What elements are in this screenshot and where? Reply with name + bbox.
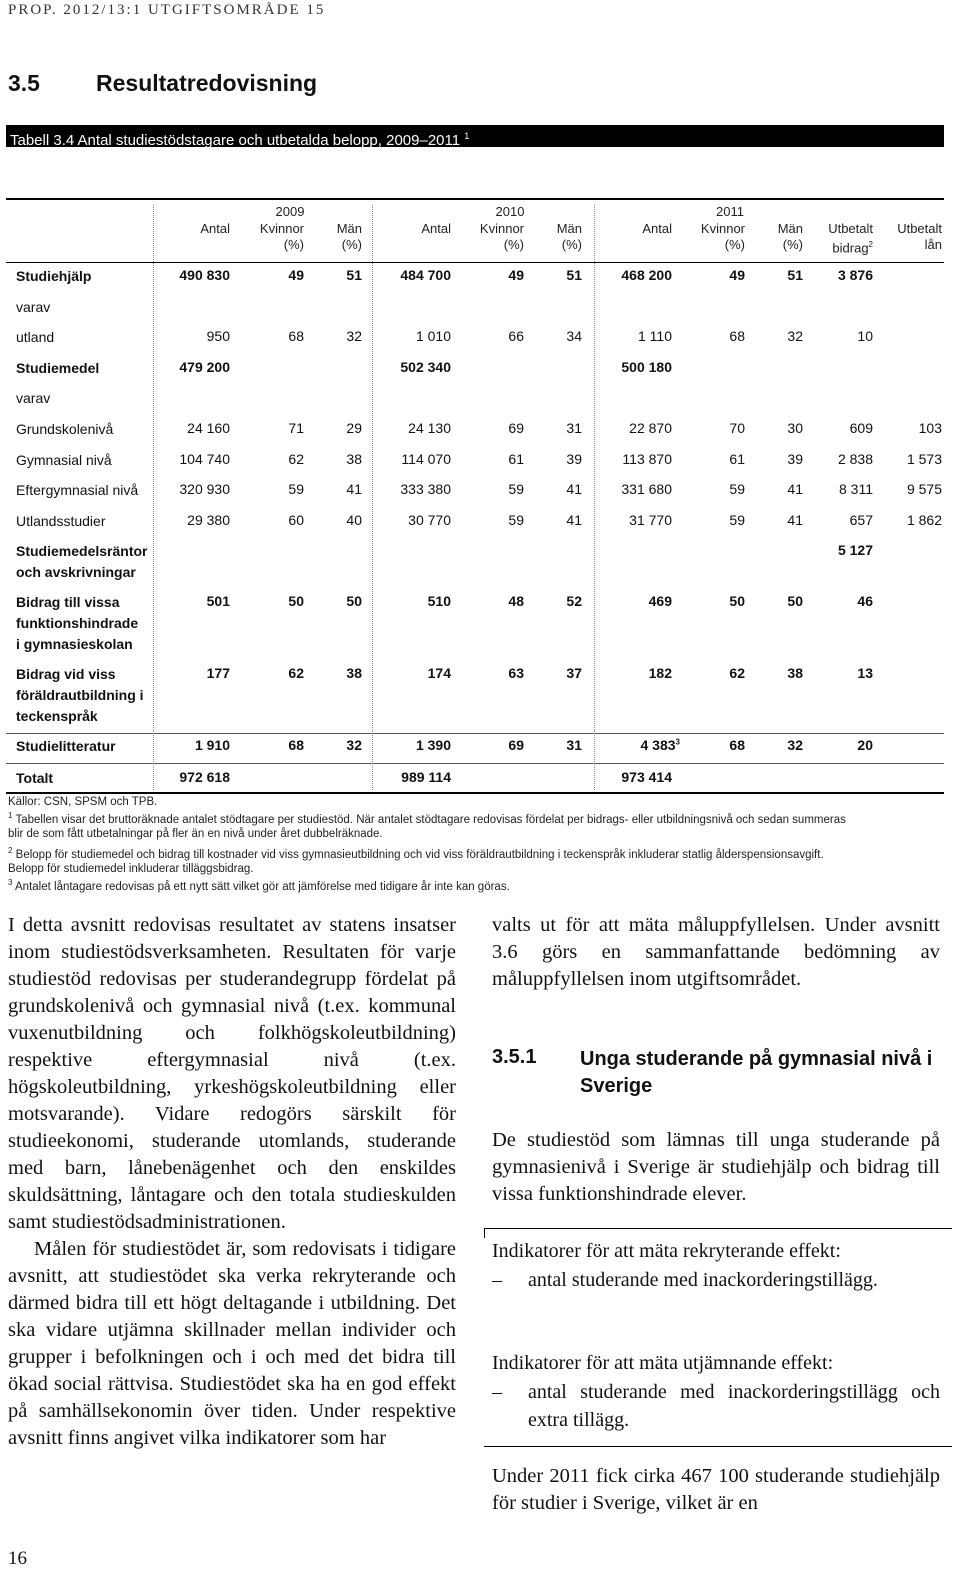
table-cell: 46 <box>857 593 873 609</box>
table-cell: 510 <box>427 593 451 609</box>
table-cell: 468 200 <box>621 267 672 283</box>
table-cell: 989 114 <box>401 769 451 785</box>
table-cell: 32 <box>346 737 362 753</box>
cell-footnote-mark: 3 <box>675 737 680 747</box>
table-caption-footnote-mark: 1 <box>464 131 470 141</box>
footnote-2-mark: 2 <box>8 845 13 855</box>
table-source-note: Källor: CSN, SPSM och TPB. <box>8 796 158 808</box>
table-cell: 484 700 <box>400 267 451 283</box>
table-cell: 22 870 <box>629 420 672 436</box>
table-cell: 51 <box>346 267 362 283</box>
table-cell: 38 <box>346 665 362 681</box>
table-cell: 13 <box>857 665 873 681</box>
table-cell: 174 <box>427 665 451 681</box>
table-cell: 1 862 <box>906 512 942 528</box>
table-cell: 48 <box>508 593 524 609</box>
table-cell: 69 <box>508 737 524 753</box>
man-pct-header: (%) <box>561 237 582 252</box>
row-label: varav <box>16 390 51 406</box>
header-bottom-rule <box>6 262 944 263</box>
row-label: Totalt <box>16 770 54 786</box>
indicator-box-bottom-rule <box>484 1446 952 1447</box>
table-cell: 68 <box>288 737 304 753</box>
bidrag-header <box>793 237 873 256</box>
column-separator <box>153 205 154 790</box>
table-cell: 1 390 <box>415 737 451 753</box>
table-cell: 24 160 <box>187 420 230 436</box>
table-footnote-2-cont: Belopp för studiemedel inkluderar tilläggsbidrag. <box>8 862 254 875</box>
table-cell: 502 340 <box>400 359 451 375</box>
row-label: Studiehjälp <box>16 268 92 284</box>
table-cell: 68 <box>729 737 745 753</box>
indicator-heading-2: Indikatorer för att mäta utjämnande effekt: <box>492 1352 834 1374</box>
table-cell: 31 770 <box>629 512 672 528</box>
table-cell: 50 <box>729 593 745 609</box>
table-cell: 51 <box>566 267 582 283</box>
table-cell: 657 <box>849 512 873 528</box>
table-notes <box>8 795 846 893</box>
table-cell: 3 876 <box>837 267 873 283</box>
column-separator <box>594 205 595 790</box>
bidrag-footnote-mark: 2 <box>868 240 873 249</box>
table-cell: 41 <box>566 481 582 497</box>
subsection-title: Unga studerande på gymnasial nivå i Sverige <box>580 1048 933 1097</box>
antal-header: Antal <box>421 221 451 236</box>
year-header: 2011 <box>716 204 744 219</box>
table-cell: 950 <box>206 328 230 344</box>
row-label: utland <box>16 329 55 345</box>
footnote-1-mark: 1 <box>8 811 13 820</box>
table-cell: 61 <box>729 451 745 467</box>
table-cell: 490 830 <box>179 267 230 283</box>
table-cell: 1 910 <box>194 737 230 753</box>
subsection-number: 3.5.1 <box>492 1046 537 1068</box>
table-cell: 31 <box>566 737 582 753</box>
table-cell: 973 414 <box>621 769 672 785</box>
table-cell: 52 <box>566 593 582 609</box>
table-cell: 41 <box>787 512 803 528</box>
table-cell: 68 <box>729 328 745 344</box>
table-cell: 331 680 <box>621 481 672 497</box>
table-cell: 320 930 <box>179 481 230 497</box>
man-header: Män <box>777 221 803 236</box>
table-cell: 20 <box>857 737 873 753</box>
table-cell: 59 <box>729 481 745 497</box>
indicator-item-2 <box>492 1378 940 1434</box>
table-footnote-3 <box>8 876 846 894</box>
table-cell: 1 573 <box>906 451 942 467</box>
table-cell: 5 127 <box>837 542 873 558</box>
table-bottom-rule <box>6 792 944 794</box>
table-cell: 500 180 <box>621 359 672 375</box>
table-cell: 8 311 <box>839 481 873 497</box>
row-label: varav <box>16 299 51 315</box>
table-cell: 39 <box>787 451 803 467</box>
table-cell: 177 <box>206 665 230 681</box>
table-cell: 60 <box>288 512 304 528</box>
table-cell: 10 <box>857 328 873 344</box>
indicator-heading-1: Indikatorer för att mäta rekryterande effekt: <box>492 1240 841 1262</box>
table-cell: 70 <box>729 420 745 436</box>
indicator-box-top-rule <box>484 1228 952 1229</box>
utbetalt-lan-header: Utbetalt <box>897 221 942 236</box>
table-cell: 41 <box>566 512 582 528</box>
table-cell: 59 <box>508 481 524 497</box>
table-cell: 34 <box>566 328 582 344</box>
indicator-item-1-text: antal studerande med inackorderingstillägg. <box>528 1269 878 1291</box>
table-caption <box>6 125 944 147</box>
table-cell: 37 <box>566 665 582 681</box>
right-paragraph-3: Under 2011 fick cirka 467 100 studerande studiehjälp för studier i Sverige, vilket är en <box>492 1465 940 1514</box>
row-label: Studiemedelsräntor och avskrivningar <box>16 543 148 580</box>
table-cell: 50 <box>346 593 362 609</box>
table-cell: 69 <box>508 420 524 436</box>
footnote-1-text: Tabellen visar det bruttoräknade antalet stödtagare per studiestöd. När antalet stödtagare redovisas fördelat per bidrags- eller utbildningsnivå och sedan summeras <box>15 813 846 826</box>
table-footnote-2 <box>8 844 846 862</box>
studielitteratur-top-rule <box>6 733 944 734</box>
man-pct-header: (%) <box>782 237 803 252</box>
table-cell: 104 740 <box>179 451 230 467</box>
section-title: Resultatredovisning <box>96 70 318 96</box>
left-paragraph-1: I detta avsnitt redovisas resultatet av statens insatser inom studiestödsverksamheten. Resultaten för varje studiestöd redovisas per studerandegrupp fördelat på grundskolenivå och gymnasial nivå (t.ex. kommunal vuxenutbildning och folkhögskoleutbildning) respektive eftergymnasial nivå (t.ex. högskoleutbildning, yrkeshögskoleutbildning eller motsvarande). Vidare redogörs särskilt för studieekonomi, studerande utomlands, studerande med barn, lånebenägenhet och den enskildes skuldsättning, låntagare och den totala studieskulden samt studiestödsadministrationen. <box>8 914 456 1233</box>
left-paragraph-2: Målen för studiestödet är, som redovisats i tidigare avsnitt, att studiestödet ska verka rekryterande och därmed bidra till ett högt deltagande i utbildning. Det ska vidare utjämna skillnader mellan individer och grupper i befolkningen och i och med det bidra till ökad social rättvisa. Studiestödet ska ha en god effekt på samhällsekonomin över tiden. Under respektive avsnitt finns angivet vilka indikatorer som har <box>8 1238 456 1449</box>
table-cell: 24 130 <box>408 420 451 436</box>
table-cell: 38 <box>346 451 362 467</box>
dash-bullet: – <box>492 1269 502 1291</box>
table-cell: 68 <box>288 328 304 344</box>
table-cell: 30 <box>787 420 803 436</box>
kvinnor-header: Kvinnor <box>479 221 524 236</box>
table-cell: 182 <box>648 665 672 681</box>
table-footnote-1 <box>8 809 846 827</box>
cell-value: 4 383 <box>640 737 676 753</box>
table-cell: 62 <box>288 665 304 681</box>
table-cell: 62 <box>288 451 304 467</box>
table-cell: 71 <box>288 420 304 436</box>
table-cell: 32 <box>787 328 803 344</box>
table-cell: 32 <box>346 328 362 344</box>
row-label: Studiemedel <box>16 360 100 376</box>
column-separator <box>372 205 373 790</box>
right-paragraph-2: De studiestöd som lämnas till unga studerande på gymnasienivå i Sverige är studiehjälp och bidrag till vissa funktionshindrade elever. <box>492 1129 940 1205</box>
table-cell: 1 110 <box>638 328 672 344</box>
row-label: Gymnasial nivå <box>16 452 112 468</box>
indicator-item-2-text: antal studerande med inackorderingstillägg och extra tillägg. <box>528 1381 940 1431</box>
table-cell: 66 <box>508 328 524 344</box>
table-cell: 61 <box>508 451 524 467</box>
table-cell: 29 380 <box>187 512 230 528</box>
year-header: 2010 <box>495 204 525 219</box>
table-cell: 1 010 <box>415 328 451 344</box>
table-cell: 103 <box>918 420 942 436</box>
footnote-3-text: Antalet låntagare redovisas på ett nytt sätt vilket gör att jämförelse med tidigare år inte kan göras. <box>15 880 510 893</box>
antal-header: Antal <box>200 221 230 236</box>
kvinnor-header: Kvinnor <box>700 221 745 236</box>
indicator-box-left-tick <box>484 1228 485 1238</box>
table-footnote-1-cont: blir de som fått utbetalningar på fler än en nivå under året dubbelräknade. <box>8 827 383 840</box>
table-cell: 972 618 <box>179 769 230 785</box>
row-label: Eftergymnasial nivå <box>16 482 139 498</box>
antal-header: Antal <box>642 221 672 236</box>
row-label: Bidrag vid viss föräldrautbildning i teckenspråk <box>16 666 144 724</box>
section-number: 3.5 <box>8 70 40 96</box>
utbetalt-bidrag-header: Utbetalt <box>828 221 873 236</box>
left-column-text <box>8 912 456 1452</box>
kvinnor-header: Kvinnor <box>259 221 304 236</box>
footnote-2-text: Belopp för studiemedel och bidrag till kostnader vid viss gymnasieutbildning och vid viss föräldrautbildning i teckenspråk inkluderar statlig ålderspensionsavgift. <box>15 848 824 861</box>
kvinnor-pct-header: (%) <box>283 237 304 252</box>
table-cell: 469 <box>648 593 672 609</box>
table-cell: 333 380 <box>400 481 451 497</box>
table-cell: 113 870 <box>622 451 672 467</box>
kvinnor-pct-header: (%) <box>724 237 745 252</box>
table-cell: 49 <box>508 267 524 283</box>
table-cell: 59 <box>729 512 745 528</box>
table-cell: 2 838 <box>837 451 873 467</box>
table-cell: 114 070 <box>401 451 451 467</box>
table-cell: 51 <box>787 267 803 283</box>
table-cell: 63 <box>508 665 524 681</box>
row-label: Bidrag till vissa funktionshindrade i gymnasieskolan <box>16 594 139 652</box>
table-cell: 50 <box>787 593 803 609</box>
table-cell: 501 <box>206 593 230 609</box>
indicator-item-1 <box>492 1266 940 1294</box>
right-paragraph-1: valts ut för att mäta måluppfyllelsen. Under avsnitt 3.6 görs en sammanfattande bedömning av måluppfyllelsen inom utgiftsområdet. <box>492 914 940 990</box>
man-header: Män <box>336 221 362 236</box>
footnote-3-mark: 3 <box>8 877 13 887</box>
lan-header: lån <box>924 237 942 252</box>
table-cell: 29 <box>346 420 362 436</box>
running-head: PROP. 2012/13:1 UTGIFTSOMRÅDE 15 <box>8 2 326 18</box>
table-cell: 50 <box>288 593 304 609</box>
table-cell: 32 <box>787 737 803 753</box>
table-cell: 31 <box>566 420 582 436</box>
table-cell: 49 <box>729 267 745 283</box>
row-label: Studielitteratur <box>16 738 116 754</box>
year-header: 2009 <box>275 204 305 219</box>
table-cell: 40 <box>346 512 362 528</box>
table-cell: 59 <box>508 512 524 528</box>
table-cell: 9 575 <box>906 481 942 497</box>
table-top-rule <box>6 198 944 200</box>
table-cell: 49 <box>288 267 304 283</box>
table-cell: 38 <box>787 665 803 681</box>
page-number: 16 <box>8 1548 27 1569</box>
table-cell: 41 <box>346 481 362 497</box>
table-cell: 41 <box>787 481 803 497</box>
table-cell: 30 770 <box>408 512 451 528</box>
table-cell: 59 <box>288 481 304 497</box>
table-caption-text: Tabell 3.4 Antal studiestödstagare och utbetalda belopp, 2009–2011 <box>10 132 461 149</box>
row-label: Grundskolenivå <box>16 421 114 437</box>
kvinnor-pct-header: (%) <box>503 237 524 252</box>
dash-bullet: – <box>492 1381 502 1403</box>
row-label: Utlandsstudier <box>16 513 106 529</box>
table-cell: 62 <box>729 665 745 681</box>
bidrag-label: bidrag <box>832 240 869 256</box>
man-header: Män <box>556 221 582 236</box>
man-pct-header: (%) <box>341 237 362 252</box>
table-cell: 39 <box>566 451 582 467</box>
totalt-top-rule <box>6 763 944 764</box>
table-cell: 479 200 <box>179 359 230 375</box>
table-cell: 609 <box>849 420 873 436</box>
